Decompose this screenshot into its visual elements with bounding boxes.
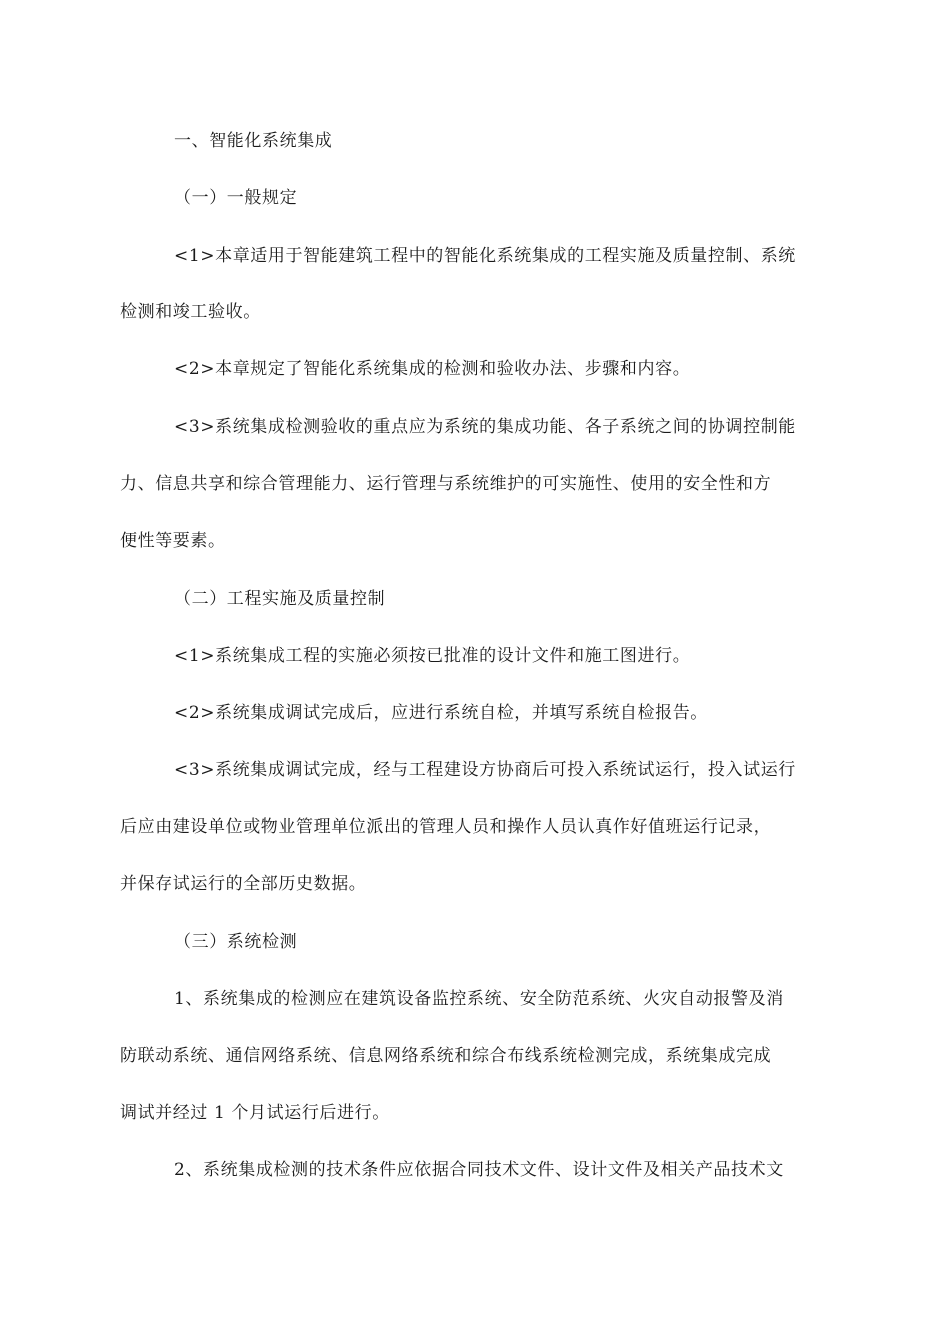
paragraph-line: 防联动系统、通信网络系统、信息网络系统和综合布线系统检测完成，系统集成完成 bbox=[120, 1046, 772, 1066]
paragraph-line: 力、信息共享和综合管理能力、运行管理与系统维护的可实施性、使用的安全性和方 bbox=[120, 474, 772, 494]
paragraph-line: <1>本章适用于智能建筑工程中的智能化系统集成的工程实施及质量控制、系统 bbox=[174, 246, 796, 266]
paragraph-line: 检测和竣工验收。 bbox=[120, 302, 261, 322]
paragraph-line: <2>本章规定了智能化系统集成的检测和验收办法、步骤和内容。 bbox=[174, 359, 691, 379]
paragraph-line: <2>系统集成调试完成后，应进行系统自检，并填写系统自检报告。 bbox=[174, 703, 708, 723]
section-title: （三）系统检测 bbox=[174, 932, 298, 952]
paragraph-line: <3>系统集成调试完成，经与工程建设方协商后可投入系统试运行，投入试运行 bbox=[174, 760, 796, 780]
document-heading: 一、智能化系统集成 bbox=[174, 131, 333, 151]
paragraph-line: 调试并经过 1 个月试运行后进行。 bbox=[120, 1103, 390, 1123]
paragraph-line: 2、系统集成检测的技术条件应依据合同技术文件、设计文件及相关产品技术文 bbox=[174, 1160, 784, 1180]
paragraph-line: <3>系统集成检测验收的重点应为系统的集成功能、各子系统之间的协调控制能 bbox=[174, 417, 796, 437]
paragraph-line: 后应由建设单位或物业管理单位派出的管理人员和操作人员认真作好值班运行记录， bbox=[120, 817, 772, 837]
paragraph-line: <1>系统集成工程的实施必须按已批准的设计文件和施工图进行。 bbox=[174, 646, 691, 666]
section-title: （一）一般规定 bbox=[174, 188, 298, 208]
section-title: （二）工程实施及质量控制 bbox=[174, 589, 386, 609]
paragraph-line: 并保存试运行的全部历史数据。 bbox=[120, 874, 367, 894]
paragraph-line: 1、系统集成的检测应在建筑设备监控系统、安全防范系统、火灾自动报警及消 bbox=[174, 989, 784, 1009]
paragraph-line: 便性等要素。 bbox=[120, 531, 226, 551]
